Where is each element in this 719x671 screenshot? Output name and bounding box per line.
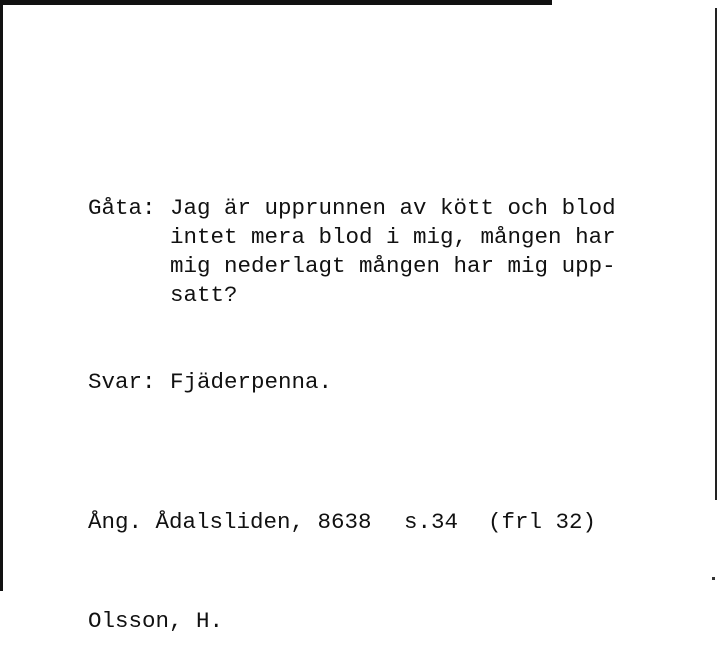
question-line: mig nederlagt mången har mig upp- bbox=[170, 253, 616, 279]
source-page: s.34 bbox=[404, 509, 459, 535]
card-right-border bbox=[715, 8, 717, 500]
answer-label: Svar: bbox=[88, 369, 156, 395]
riddle-answer bbox=[88, 368, 616, 397]
source-line bbox=[88, 506, 596, 539]
source-block bbox=[88, 440, 596, 671]
question-line: Jag är upprunnen av kött och blod bbox=[170, 195, 616, 221]
scan-speck bbox=[712, 577, 715, 580]
question-text bbox=[170, 194, 616, 310]
card-top-border bbox=[0, 0, 552, 5]
answer-text: Fjäderpenna. bbox=[170, 369, 333, 395]
card-left-border bbox=[0, 0, 3, 591]
source-reference: (frl 32) bbox=[488, 509, 597, 535]
informant-name: Olsson, H. bbox=[88, 608, 224, 634]
question-line: intet mera blod i mig, mången har bbox=[170, 224, 616, 250]
riddle-block bbox=[88, 136, 616, 426]
riddle-question bbox=[88, 194, 616, 310]
source-place: Ång. Ådalsliden, 8638 bbox=[88, 509, 372, 535]
question-line: satt? bbox=[170, 282, 238, 308]
question-label: Gåta: bbox=[88, 195, 156, 221]
